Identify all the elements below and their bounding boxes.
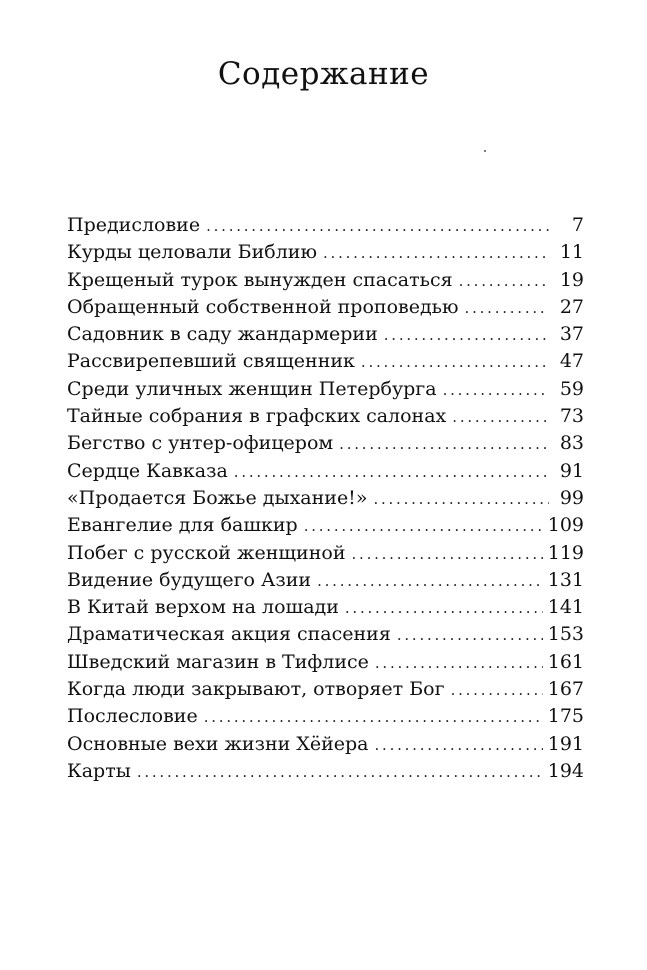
toc-entry-page: 119 [547,541,584,564]
toc-entry-title: Драматическая акция спасения [67,623,391,646]
toc-entry-page: 175 [547,705,584,728]
toc-entry-page: 91 [559,459,584,482]
toc-entry [67,239,584,266]
toc-entry-title: Шведский магазин в Тифлисе [67,650,369,673]
toc-entry [67,485,584,512]
toc-entry-page: 19 [559,268,584,291]
toc-entry-page: 99 [559,486,584,509]
toc-entry-page: 141 [547,596,584,619]
toc-leader-dots [345,595,543,622]
toc-leader-dots [375,650,543,677]
toc-leader-dots [234,459,549,486]
toc-entry-title: Евангелие для башкир [67,514,298,537]
toc-entry [67,703,584,730]
toc-leader-dots [204,704,543,731]
toc-entry-page: 73 [559,405,584,428]
toc-entry-page: 27 [559,295,584,318]
toc-entry-title: Когда люди закрывают, отворяет Бог [67,678,445,701]
toc-leader-dots [361,349,549,376]
toc-entry [67,594,584,621]
toc-entry-page: 11 [559,241,584,264]
toc-entry-title: Основные вехи жизни Хёйера [67,732,369,755]
print-speck [484,150,486,152]
toc-leader-dots [339,431,549,458]
toc-entry-page: 167 [547,678,584,701]
toc-entry-page: 191 [547,732,584,755]
toc-entry-title: Среди уличных женщин Петербурга [67,377,437,400]
toc-entry [67,567,584,594]
toc-entry [67,540,584,567]
toc-entry [67,758,584,785]
toc-leader-dots [323,240,549,267]
toc-leader-dots [465,295,549,322]
toc-entry-title: «Продается Божье дыхание!» [67,486,368,509]
toc-entry-title: Садовник в саду жандармерии [67,323,378,346]
toc-leader-dots [397,622,543,649]
toc-entry-title: Предисловие [67,214,201,236]
toc-entry-page: 47 [559,350,584,373]
toc-entry-page: 109 [547,514,584,537]
toc-entry-title: Карты [67,759,131,782]
toc-entry-title: Обращенный собственной проповедью [67,295,459,318]
toc-entry [67,512,584,539]
toc-entry-page: 37 [559,323,584,346]
toc-entry-page: 131 [547,568,584,591]
toc-leader-dots [459,268,549,295]
toc-leader-dots [304,513,543,540]
toc-entry-title: В Китай верхом на лошади [67,596,339,619]
page-title: Содержание [217,56,430,92]
table-of-contents [67,212,584,785]
toc-entry-title: Рассвирепевший священник [67,350,355,373]
toc-entry [67,403,584,430]
toc-entry [67,321,584,348]
toc-entry [67,621,584,648]
toc-leader-dots [375,732,543,759]
toc-entry-title: Побег с русской женщиной [67,541,346,564]
toc-entry [67,294,584,321]
toc-entry [67,267,584,294]
toc-leader-dots [443,377,549,404]
toc-entry-title: Послесловие [67,705,198,728]
toc-entry [67,731,584,758]
toc-leader-dots [206,213,549,240]
toc-entry [67,676,584,703]
toc-entry [67,458,584,485]
toc-entry [67,376,584,403]
toc-leader-dots [137,759,543,786]
toc-entry-page: 59 [559,377,584,400]
toc-entry [67,430,584,457]
toc-leader-dots [373,486,549,513]
toc-entry [67,348,584,375]
toc-entry-page: 194 [547,759,584,782]
toc-entry-title: Видение будущего Азии [67,568,312,591]
toc-entry-title: Сердце Кавказа [67,459,228,482]
toc-entry-page: 153 [547,623,584,646]
toc-leader-dots [352,541,543,568]
toc-entry [67,212,584,239]
toc-entry-title: Бегство с унтер-офицером [67,432,334,455]
toc-entry-title: Тайные собрания в графских салонах [67,405,447,428]
toc-leader-dots [452,404,549,431]
toc-entry-page: 7 [571,214,584,236]
toc-entry-page: 161 [547,650,584,673]
toc-leader-dots [384,322,549,349]
toc-entry-title: Курды целовали Библию [67,241,318,264]
toc-entry [67,649,584,676]
toc-leader-dots [451,677,543,704]
toc-leader-dots [317,568,543,595]
toc-entry-page: 83 [559,432,584,455]
toc-entry-title: Крещеный турок вынужден спасаться [67,268,453,291]
